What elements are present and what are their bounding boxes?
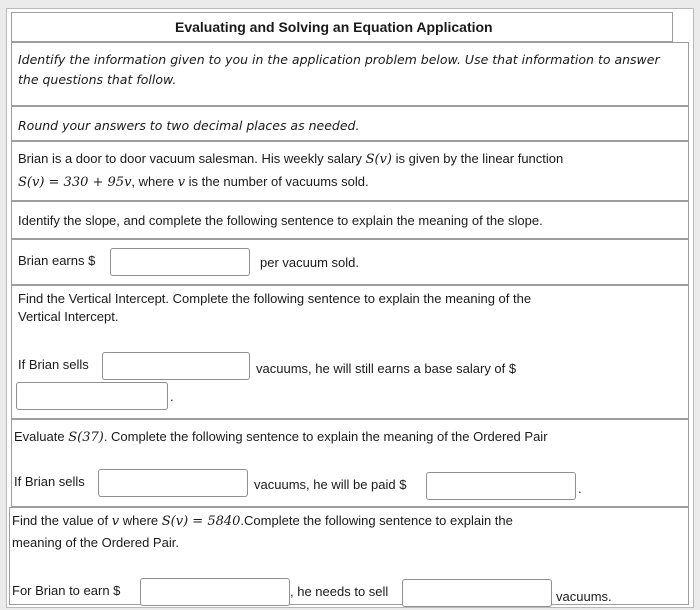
solve-sentence-post: vacuums. xyxy=(556,589,612,604)
question-panel xyxy=(6,8,694,608)
slope-prompt: Identify the slope, and complete the following sentence to explain the meaning of the slope. xyxy=(18,213,543,228)
evaluate-sentence-pre: If Brian sells xyxy=(14,474,85,489)
instructions-box xyxy=(11,42,689,106)
rounding-note: Round your answers to two decimal places as needed. xyxy=(18,118,360,133)
solve-prompt-line-2: meaning of the Ordered Pair. xyxy=(12,535,179,550)
evaluate-vacuums-input[interactable] xyxy=(98,469,248,497)
intercept-prompt-box xyxy=(11,285,689,419)
intercept-sentence-post: . xyxy=(170,389,174,404)
intercept-sentence-pre: If Brian sells xyxy=(18,357,89,372)
evaluate-prompt xyxy=(14,428,548,447)
solve-prompt-line-1 xyxy=(12,512,513,531)
problem-box xyxy=(11,141,689,201)
salary-function-name: S(v) xyxy=(365,152,392,167)
intercept-prompt-line-2: Vertical Intercept. xyxy=(18,309,119,324)
slope-sentence-box xyxy=(11,239,689,285)
problem-line-1 xyxy=(18,150,563,169)
slope-prompt-box xyxy=(11,201,689,239)
instructions-line-2: the questions that follow. xyxy=(18,72,177,87)
slope-sentence-post: per vacuum sold. xyxy=(260,255,359,270)
problem-line1-post: is given by the linear function xyxy=(395,151,564,166)
rounding-box xyxy=(11,106,689,141)
solve-earn-input[interactable] xyxy=(140,578,290,606)
evaluate-post: . Complete the following sentence to explain the meaning of the Ordered Pair xyxy=(103,429,548,444)
intercept-salary-input[interactable] xyxy=(16,382,168,410)
slope-sentence-pre: Brian earns $ xyxy=(18,253,96,268)
slope-input[interactable] xyxy=(110,248,250,276)
evaluate-math: S(37) xyxy=(68,430,104,445)
solve-pre: Find the value of xyxy=(12,513,109,528)
solve-box xyxy=(9,507,689,605)
solve-var: v xyxy=(111,514,120,529)
problem-line1-pre: Brian is a door to door vacuum salesman. His weekly salary xyxy=(18,151,362,166)
solve-vacuums-input[interactable] xyxy=(402,579,552,607)
title-box xyxy=(11,12,673,42)
salary-function: S(v) = 330 + 95v xyxy=(18,175,132,190)
intercept-prompt-line-1: Find the Vertical Intercept. Complete the following sentence to explain the meaning of the xyxy=(18,291,532,306)
evaluate-pay-input[interactable] xyxy=(426,472,576,500)
evaluate-pre: Evaluate xyxy=(14,429,65,444)
solve-post: .Complete the following sentence to explain the xyxy=(240,513,513,528)
solve-math: S(v) = 5840 xyxy=(161,514,241,529)
solve-mid: where xyxy=(122,513,159,528)
instructions-line-1: Identify the information given to you in the application problem below. Use that information to answer xyxy=(18,52,660,67)
problem-line2-post: is the number of vacuums sold. xyxy=(188,174,369,189)
evaluate-sentence-mid: vacuums, he will be paid $ xyxy=(254,477,407,492)
evaluate-box xyxy=(11,419,689,507)
problem-line-2 xyxy=(18,173,369,192)
intercept-sentence-mid: vacuums, he will still earns a base salary of $ xyxy=(256,361,517,376)
solve-sentence-pre: For Brian to earn $ xyxy=(12,583,121,598)
solve-sentence-mid: , he needs to sell xyxy=(290,584,389,599)
variable-v: v xyxy=(177,175,186,190)
evaluate-sentence-post: . xyxy=(578,481,582,496)
page-title: Evaluating and Solving an Equation Application xyxy=(175,19,493,35)
intercept-vacuums-input[interactable] xyxy=(102,352,250,380)
problem-line2-mid: , where xyxy=(131,174,175,189)
